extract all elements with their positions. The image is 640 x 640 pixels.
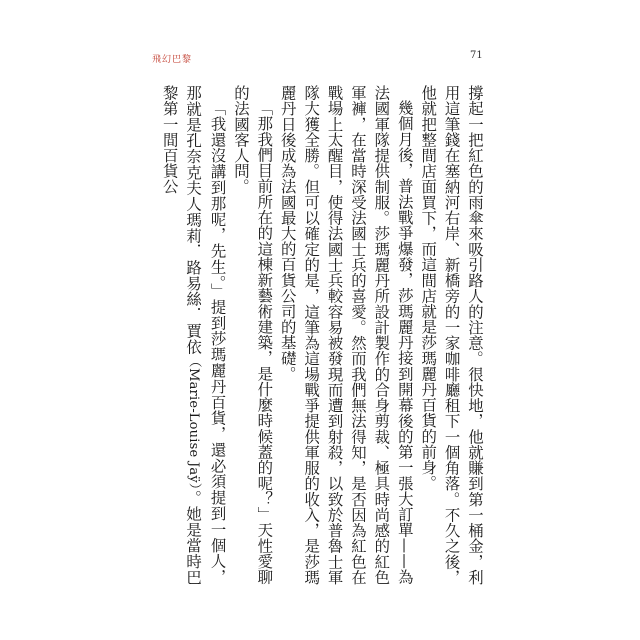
paragraph-2: 幾個月後，普法戰爭爆發，莎瑪麗丹接到開幕後的第一張大訂單——為法國軍隊提供制服。莎瑪麗丹所設計製作的合身剪裁、極具時尚感的紅色軍褲，在當時深受法國士兵的喜愛。然而我們無法得知，是否因為紅色在戰場上太醒目，使得法國士兵較容易被發現而遭到射殺，以致於普魯士軍隊大獲全勝。但可以確定的是，這筆為這場戰爭提供軍服的收入，是莎瑪麗丹日後成為法國最大的百貨公司的基礎。	[278, 85, 414, 585]
running-head-title: 飛幻巴黎	[152, 55, 193, 65]
paragraph-4	[157, 85, 228, 585]
page-number: 71	[470, 50, 483, 61]
paragraph-4-text-after: 。她是當時巴黎第一間百貨公	[160, 85, 203, 585]
paragraph-1: 撐起一把紅色的雨傘來吸引路人的注意。很快地，他就賺到第一桶金，利用這筆錢在塞納河右岸、新橋旁的一家咖啡廳租下一個角落。不久之後，他就把整間店面買下，而這間店就是莎瑪麗丹百貨的前身。	[419, 85, 484, 585]
body-text	[146, 85, 486, 585]
paragraph-4-text: 「我還沒講到那呢，先生。」提到莎瑪麗丹百貨，還必須提到一個人，那就是孔奈克夫人瑪莉．路易絲．賈依	[184, 85, 227, 585]
paragraph-4-latin-name: （Marie-Louise Jaÿ）	[186, 354, 202, 491]
paragraph-3: 「那我們目前所在的這棟新藝術建築，是什麼時候蓋的呢？」天性愛聊的法國客人問。	[231, 85, 274, 585]
